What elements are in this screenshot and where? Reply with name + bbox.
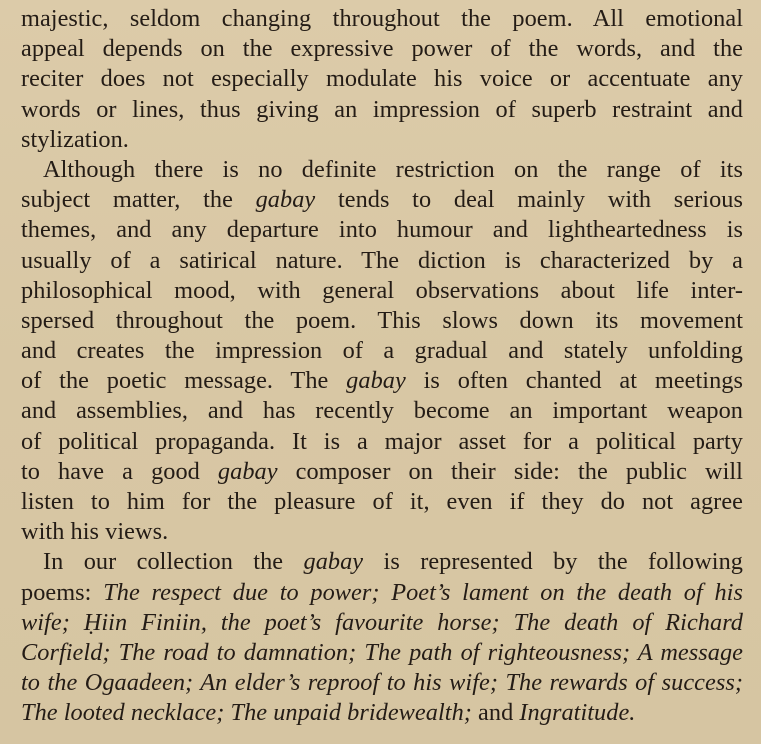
text-segment: and assemblies, and has recently become an important weapon (21, 397, 743, 425)
text-line (21, 487, 743, 517)
text-segment: philosophical mood, with general observations about life inter- (21, 276, 743, 304)
text-line (21, 125, 743, 155)
text-segment: reciter does not especially modulate his voice or accentuate any (21, 65, 743, 93)
text-line (21, 638, 743, 668)
text-line (21, 246, 743, 276)
text-segment: appeal depends on the expressive power of the words, and the (21, 35, 743, 63)
paragraph (21, 547, 743, 728)
text-line (21, 396, 743, 426)
text-segment: In our collection the (43, 548, 304, 576)
text-line (21, 4, 743, 34)
text-line (21, 34, 743, 64)
paragraph (21, 155, 743, 547)
text-line (21, 64, 743, 94)
text-line (21, 517, 743, 547)
text-segment: and creates the impression of a gradual and stately unfolding (21, 337, 743, 365)
italic-text: Corfield; The road to damnation; The path of righteousness; A message (21, 638, 743, 666)
text-line (21, 427, 743, 457)
text-segment: to have a good (21, 457, 218, 485)
text-segment: usually of a satirical nature. The diction is characterized by a (21, 246, 743, 274)
italic-text: gabay (255, 186, 316, 214)
text-segment: listen to him for the pleasure of it, even if they do not agree (21, 488, 743, 515)
text-line (21, 155, 743, 185)
text-segment: stylization. (21, 125, 129, 153)
text-segment: and (471, 699, 520, 727)
text-line (21, 185, 743, 215)
body-text (21, 4, 743, 729)
text-line (21, 608, 743, 638)
italic-text: gabay (217, 457, 278, 485)
italic-text: The respect due to power; Poet’s lament on the death of his (103, 578, 743, 606)
text-segment: is often chanted at meetings (405, 367, 743, 395)
text-segment: subject matter, the (21, 186, 256, 214)
text-segment: of the poetic message. The (21, 367, 347, 395)
italic-text: wife; Ḥiin Finiin, the poet’s favourite horse; The death of Richard (21, 608, 743, 636)
italic-text: to the Ogaadeen; An elder’s reproof to his wife; The rewards of success; (21, 669, 743, 697)
text-line (21, 95, 743, 125)
italic-text: gabay (303, 548, 364, 576)
text-segment: words or lines, thus giving an impression of superb restraint and (21, 95, 743, 123)
text-segment: themes, and any departure into humour and lightheartedness is (21, 216, 743, 244)
text-segment: tends to deal mainly with serious (315, 186, 743, 214)
text-segment: Although there is no definite restriction on the range of its (43, 155, 743, 183)
text-line (21, 668, 743, 698)
text-segment: composer on their side: the public will (277, 457, 743, 485)
text-segment: poems: (21, 578, 104, 606)
paragraph (21, 4, 743, 155)
text-line (21, 215, 743, 245)
italic-text: gabay (346, 367, 406, 395)
text-line (21, 578, 743, 608)
text-line (21, 698, 743, 728)
text-segment: is represented by the following (363, 548, 743, 576)
text-segment: of political propaganda. It is a major asset for a political party (21, 427, 743, 455)
italic-text: Ingratitude. (519, 699, 636, 727)
text-line (21, 276, 743, 306)
text-line (21, 306, 743, 336)
text-segment: majestic, seldom changing throughout the poem. All emotional (21, 5, 743, 32)
italic-text: The looted necklace; The unpaid bridewealth; (21, 699, 472, 727)
text-line (21, 366, 743, 396)
text-segment: spersed throughout the poem. This slows down its movement (21, 306, 743, 334)
text-line (21, 457, 743, 487)
text-line (21, 547, 743, 577)
text-segment: with his views. (21, 518, 169, 546)
text-line (21, 336, 743, 366)
